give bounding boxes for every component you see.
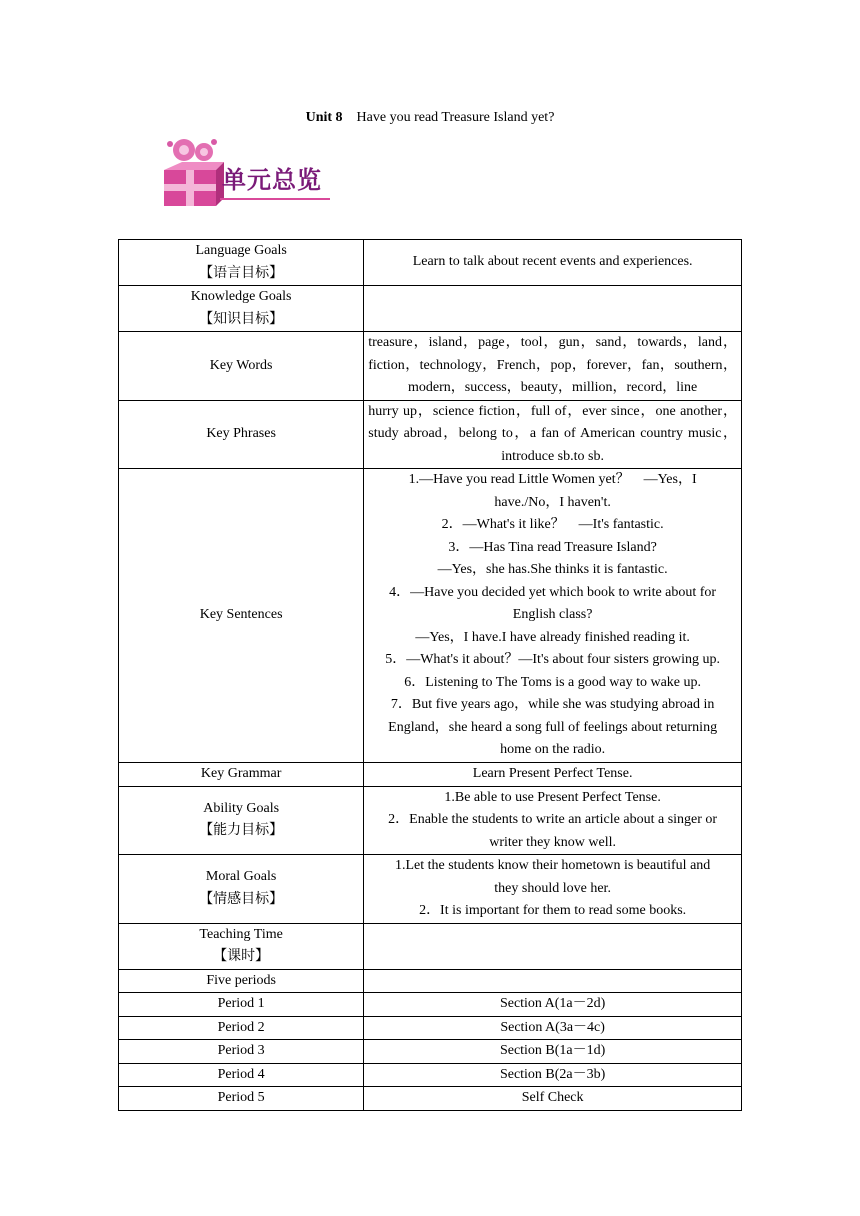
unit-overview-table bbox=[118, 239, 742, 1111]
table-row-period-1 bbox=[119, 993, 742, 1017]
table-row-ability-goals bbox=[119, 786, 742, 855]
unit-title: Have you read Treasure Island yet? bbox=[356, 110, 555, 125]
row-label: Key Grammar bbox=[119, 763, 364, 787]
row-content bbox=[364, 786, 742, 855]
text-line: home on the radio. bbox=[500, 742, 606, 758]
row-label: Five periods bbox=[119, 969, 364, 993]
text-line: —Yes，I have.I have already finished reading it. bbox=[415, 629, 690, 645]
unit-overview-banner bbox=[160, 136, 332, 210]
row-label: Period 5 bbox=[119, 1087, 364, 1111]
label-en: Moral Goals bbox=[205, 869, 277, 885]
row-content: Section A(3a－4c) bbox=[364, 1016, 742, 1040]
label-cn: 【语言目标】 bbox=[199, 265, 284, 281]
row-label bbox=[119, 240, 364, 286]
row-content: Learn to talk about recent events and experiences. bbox=[364, 240, 742, 286]
unit-number: Unit 8 bbox=[305, 110, 343, 125]
label-cn: 【能力目标】 bbox=[199, 823, 284, 839]
row-content: Section B(2a－3b) bbox=[364, 1063, 742, 1087]
label-en: Language Goals bbox=[195, 243, 287, 258]
table-row-period-2 bbox=[119, 1016, 742, 1040]
banner-title: 单元总览 bbox=[222, 166, 322, 194]
table-row-language-goals bbox=[119, 240, 742, 286]
row-label: Period 4 bbox=[119, 1063, 364, 1087]
text-line: modern，success，beauty，million，record，line bbox=[407, 380, 698, 395]
row-content bbox=[364, 286, 742, 332]
label-cn: 【课时】 bbox=[213, 949, 270, 964]
text-line: 1.Let the students know their hometown is beautiful and bbox=[394, 858, 711, 873]
row-content: Section B(1a－1d) bbox=[364, 1040, 742, 1064]
row-content bbox=[364, 855, 742, 924]
row-content: Self Check bbox=[364, 1087, 742, 1111]
text-line: introduce sb.to sb. bbox=[501, 448, 604, 464]
row-label: Key Sentences bbox=[119, 469, 364, 763]
text-line: English class? bbox=[512, 607, 593, 623]
row-label: Key Words bbox=[119, 332, 364, 401]
label-en: Ability Goals bbox=[203, 800, 280, 816]
row-label bbox=[119, 786, 364, 855]
text-line: study abroad，belong to，a fan of American country music， bbox=[368, 426, 737, 441]
text-line: 6．Listening to The Toms is a good way to wake up. bbox=[404, 674, 701, 690]
label-cn: 【情感目标】 bbox=[199, 891, 284, 907]
row-label bbox=[119, 286, 364, 332]
text-line: England，she heard a song full of feelings about returning bbox=[388, 719, 718, 735]
table-row-key-grammar bbox=[119, 763, 742, 787]
text-line: 1.Be able to use Present Perfect Tense. bbox=[444, 789, 661, 805]
table-row-five-periods bbox=[119, 969, 742, 993]
text-line: 1.—Have you read Little Women yet？ —Yes，I bbox=[408, 472, 697, 488]
text-line: 3．—Has Tina read Treasure Island? bbox=[448, 539, 657, 555]
table-row-period-3 bbox=[119, 1040, 742, 1064]
row-label: Period 1 bbox=[119, 993, 364, 1017]
text-line: 2．Enable the students to write an article about a singer or bbox=[388, 812, 718, 827]
table-row-teaching-time bbox=[119, 923, 742, 969]
row-label: Period 2 bbox=[119, 1016, 364, 1040]
gift-box-with-ribbon-icon bbox=[160, 136, 226, 210]
table-row-key-phrases bbox=[119, 400, 742, 469]
text-line: 4．—Have you decided yet which book to write about for bbox=[389, 584, 717, 600]
text-line: 5．—What's it about？—It's about four sisters growing up. bbox=[385, 652, 721, 668]
row-content bbox=[364, 332, 742, 401]
text-line: they should love her. bbox=[494, 880, 611, 896]
row-label bbox=[119, 855, 364, 924]
text-line: have./No，I haven't. bbox=[494, 494, 611, 510]
label-en: Teaching Time bbox=[199, 926, 283, 942]
text-line: hurry up，science fiction，full of，ever since，one another， bbox=[368, 403, 737, 419]
table-row-key-sentences bbox=[119, 469, 742, 763]
row-content bbox=[364, 469, 742, 763]
row-label bbox=[119, 923, 364, 969]
row-content bbox=[364, 400, 742, 469]
table-row-period-4 bbox=[119, 1063, 742, 1087]
row-content bbox=[364, 969, 742, 993]
row-content bbox=[364, 923, 742, 969]
text-line: —Yes，she has.She thinks it is fantastic. bbox=[437, 562, 668, 578]
table-row-moral-goals bbox=[119, 855, 742, 924]
text-line: treasure，island，page，tool，gun，sand，towards，land， bbox=[368, 335, 737, 350]
table-row-key-words bbox=[119, 332, 742, 401]
label-en: Knowledge Goals bbox=[190, 289, 292, 304]
text-line: 7．But five years ago，while she was studying abroad in bbox=[390, 697, 715, 713]
banner-underline bbox=[220, 198, 330, 200]
label-cn: 【知识目标】 bbox=[199, 311, 284, 327]
text-line: writer they know well. bbox=[489, 834, 616, 850]
page-title bbox=[0, 106, 860, 126]
text-line: fiction，technology，French，pop，forever，fan，southern， bbox=[368, 357, 737, 373]
row-content: Section A(1a－2d) bbox=[364, 993, 742, 1017]
row-label: Period 3 bbox=[119, 1040, 364, 1064]
row-content: Learn Present Perfect Tense. bbox=[364, 763, 742, 787]
text-line: 2．—What's it like？ —It's fantastic. bbox=[441, 517, 664, 533]
row-label: Key Phrases bbox=[119, 400, 364, 469]
table-row-knowledge-goals bbox=[119, 286, 742, 332]
table-row-period-5 bbox=[119, 1087, 742, 1111]
text-line: 2．It is important for them to read some books. bbox=[419, 903, 687, 918]
